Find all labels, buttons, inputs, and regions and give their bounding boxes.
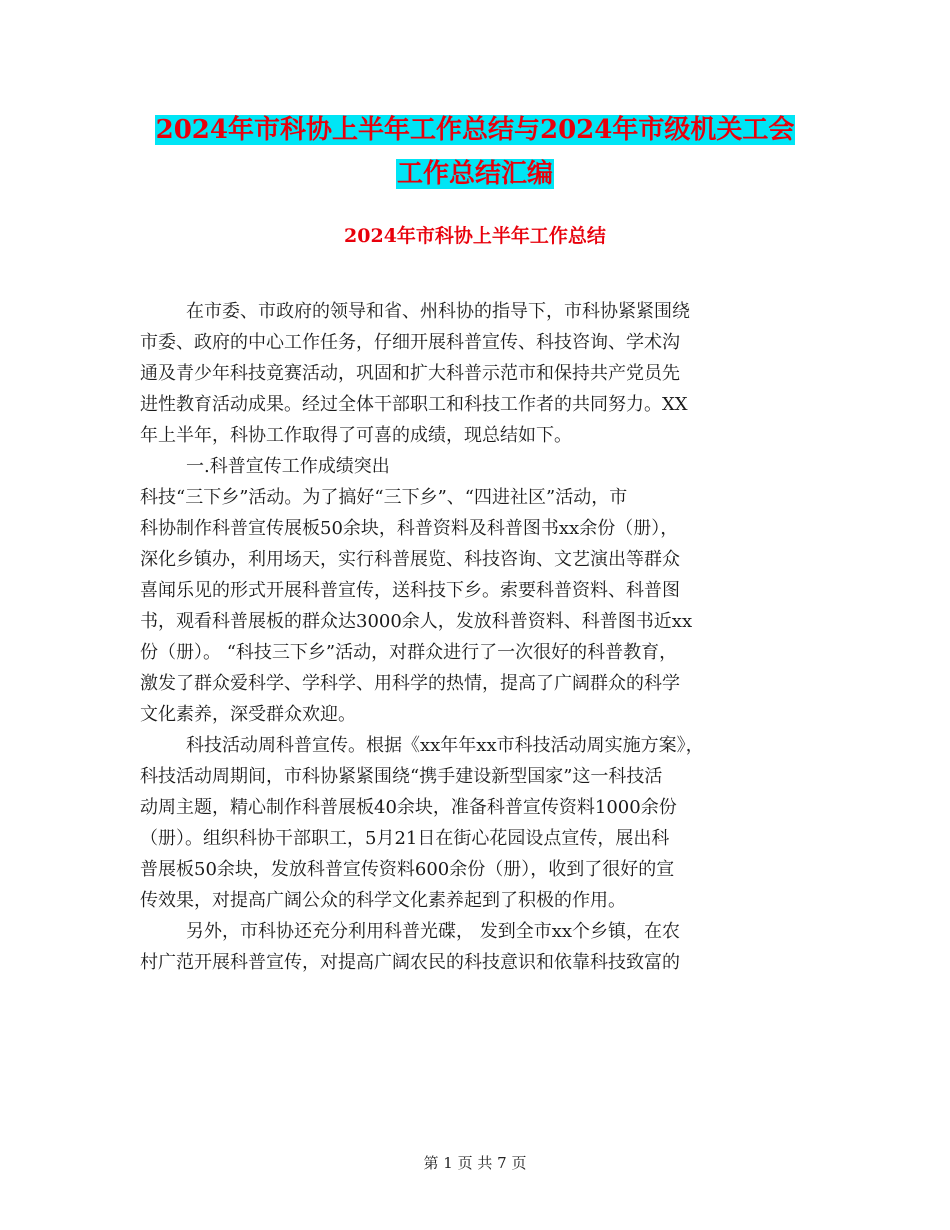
page-number-footer: 第 1 页 共 7 页 [423, 1154, 527, 1172]
body-line: 科技“三下乡”活动。为了搞好“三下乡”、“四进社区”活动，市 [140, 487, 628, 508]
body-line: 书，观看科普展板的群众达3000余人，发放科普资料、科普图书近xx [140, 611, 693, 632]
body-line: 年上半年，科协工作取得了可喜的成绩，现总结如下。 [140, 425, 572, 446]
body-line: 深化乡镇办，利用场天，实行科普展览、科技咨询、文艺演出等群众 [140, 549, 680, 570]
body-line: 村广范开展科普宣传，对提高广阔农民的科技意识和依靠科技致富的 [140, 952, 680, 973]
body-line: 在市委、市政府的领导和省、州科协的指导下，市科协紧紧围绕 [186, 301, 690, 322]
body-line: 进性教育活动成果。经过全体干部职工和科技工作者的共同努力。XX [140, 394, 688, 415]
body-line: 通及青少年科技竟赛活动，巩固和扩大科普示范市和保持共产党员先 [140, 363, 680, 384]
body-line: 份（册）。 “科技三下乡”活动，对群众进行了一次很好的科普教育， [140, 642, 678, 663]
document-body [140, 296, 820, 978]
subsection-heading: 一.科普宣传工作成绩突出 [186, 456, 390, 477]
body-line: 科技活动周期间，市科协紧紧围绕“携手建设新型国家”这一科技活 [140, 766, 663, 787]
body-line: 喜闻乐见的形式开展科普宣传，送科技下乡。索要科普资料、科普图 [140, 580, 680, 601]
body-line: 文化素养，深受群众欢迎。 [140, 704, 356, 725]
body-line: 传效果，对提高广阔公众的科学文化素养起到了积极的作用。 [140, 890, 626, 911]
body-line: 动周主题，精心制作科普展板40余块，准备科普宣传资料1000余份 [140, 797, 677, 818]
body-line: 市委、政府的中心工作任务，仔细开展科普宣传、科技咨询、学术沟 [140, 332, 680, 353]
body-line: 科技活动周科普宣传。根据《xx年年xx市科技活动周实施方案》， [186, 735, 704, 756]
body-line: 普展板50余块，发放科普宣传资料600余份（册），收到了很好的宣 [140, 859, 675, 880]
body-line: 激发了群众爱科学、学科学、用科学的热情，提高了广阔群众的科学 [140, 673, 680, 694]
section-title: 2024年市科协上半年工作总结 [344, 225, 606, 247]
body-line: 科协制作科普宣传展板50余块，科普资料及科普图书xx余份（册）， [140, 518, 679, 539]
body-line: （册）。组织科协干部职工，5月21日在街心花园设点宣传，展出科 [140, 828, 670, 849]
document-title-line-2: 工作总结汇编 [396, 159, 553, 189]
document-title-line-1: 2024年市科协上半年工作总结与2024年市级机关工会 [155, 115, 795, 145]
document-title [0, 108, 950, 196]
body-line: 另外，市科协还充分利用科普光碟， 发到全市xx个乡镇，在农 [186, 921, 681, 942]
